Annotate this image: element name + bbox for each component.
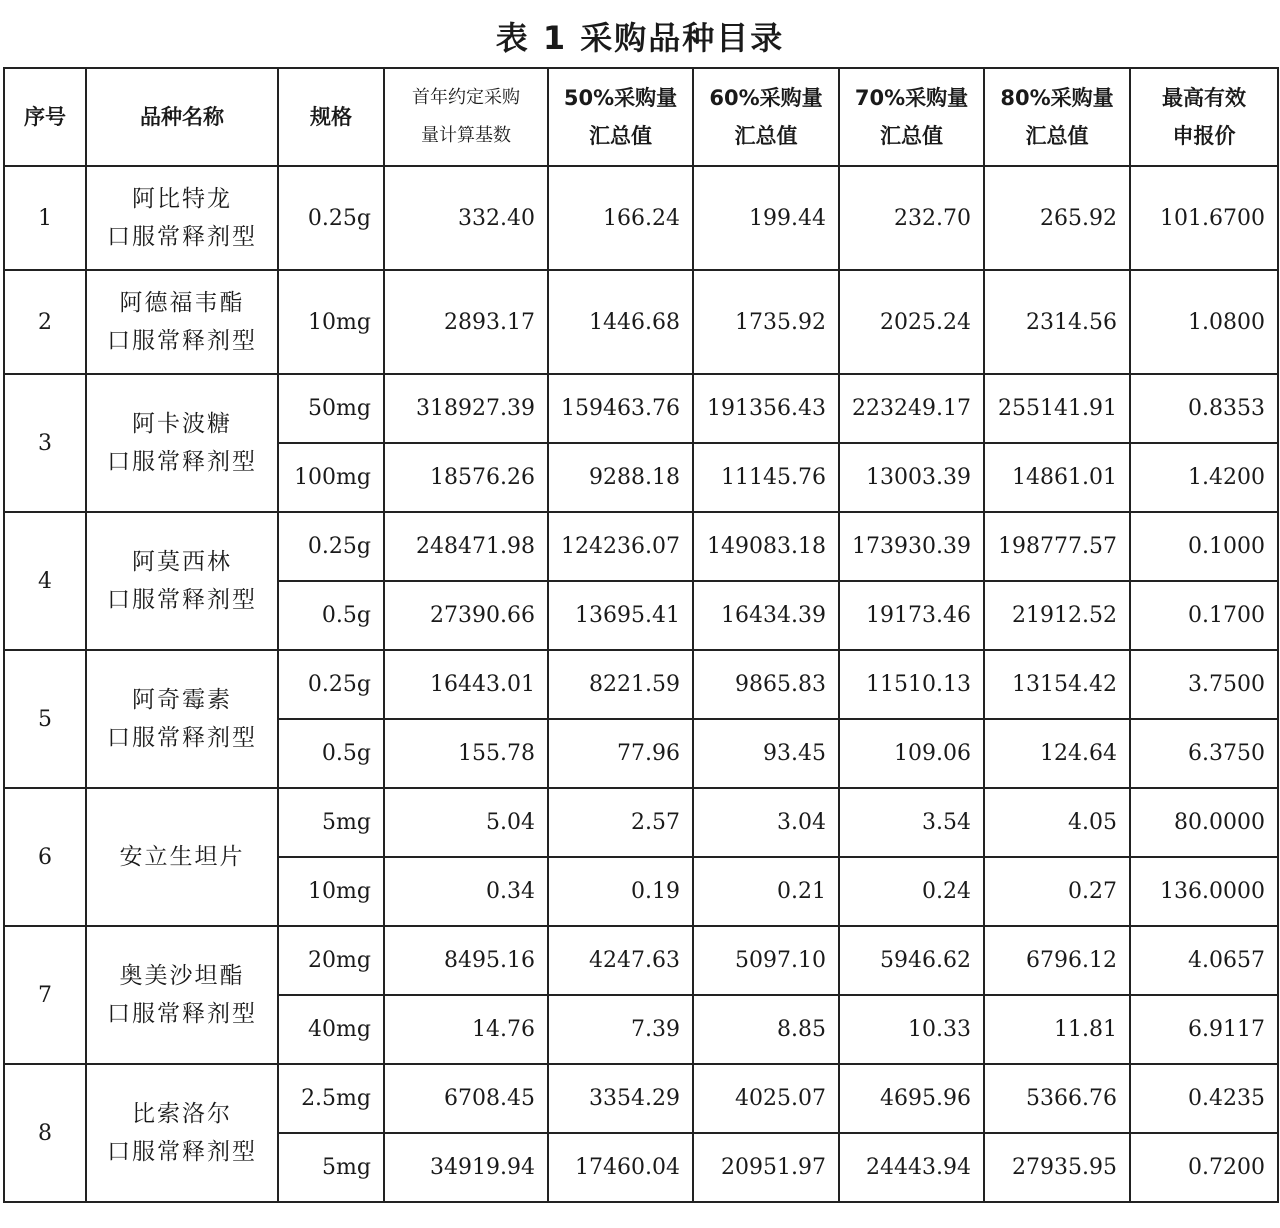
cell-p70: 19173.46 (839, 581, 984, 650)
cell-p60: 4025.07 (693, 1064, 839, 1133)
cell-p80: 2314.56 (984, 270, 1130, 374)
cell-seq: 3 (4, 374, 86, 512)
drug-name: 安立生坦片 (119, 844, 245, 870)
cell-base: 248471.98 (384, 512, 548, 581)
header-base-line1: 首年约定采购 (412, 87, 520, 108)
dosage-form: 口服常释剂型 (107, 725, 257, 751)
cell-p60: 11145.76 (693, 443, 839, 512)
cell-price: 1.0800 (1130, 270, 1278, 374)
cell-base: 332.40 (384, 166, 548, 270)
cell-spec: 0.5g (278, 719, 384, 788)
cell-seq: 1 (4, 166, 86, 270)
drug-name: 阿比特龙 (132, 186, 232, 212)
cell-price: 0.1700 (1130, 581, 1278, 650)
cell-p70: 0.24 (839, 857, 984, 926)
table-row (4, 374, 1278, 443)
header-row (4, 68, 1278, 166)
dosage-form: 口服常释剂型 (107, 328, 257, 354)
cell-p60: 3.04 (693, 788, 839, 857)
header-p60-line2: 汇总值 (734, 124, 798, 148)
cell-p70: 109.06 (839, 719, 984, 788)
procurement-table (3, 67, 1279, 1203)
cell-base: 27390.66 (384, 581, 548, 650)
cell-p60: 93.45 (693, 719, 839, 788)
cell-price: 0.1000 (1130, 512, 1278, 581)
cell-price: 0.7200 (1130, 1133, 1278, 1202)
cell-price: 101.6700 (1130, 166, 1278, 270)
cell-base: 6708.45 (384, 1064, 548, 1133)
cell-name (86, 788, 278, 926)
cell-base: 14.76 (384, 995, 548, 1064)
cell-name (86, 512, 278, 650)
drug-name: 比索洛尔 (132, 1101, 232, 1127)
cell-p70: 3.54 (839, 788, 984, 857)
header-p80 (984, 68, 1130, 166)
cell-p70: 223249.17 (839, 374, 984, 443)
cell-p60: 1735.92 (693, 270, 839, 374)
cell-p50: 7.39 (548, 995, 693, 1064)
cell-base: 8495.16 (384, 926, 548, 995)
cell-name (86, 1064, 278, 1202)
cell-seq: 4 (4, 512, 86, 650)
cell-spec: 10mg (278, 857, 384, 926)
cell-p70: 10.33 (839, 995, 984, 1064)
cell-p60: 20951.97 (693, 1133, 839, 1202)
cell-base: 2893.17 (384, 270, 548, 374)
cell-price: 0.4235 (1130, 1064, 1278, 1133)
cell-spec: 40mg (278, 995, 384, 1064)
table-row (4, 270, 1278, 374)
cell-p70: 173930.39 (839, 512, 984, 581)
cell-p50: 159463.76 (548, 374, 693, 443)
cell-p80: 13154.42 (984, 650, 1130, 719)
header-p80-line2: 汇总值 (1025, 124, 1089, 148)
cell-p80: 6796.12 (984, 926, 1130, 995)
cell-spec: 0.25g (278, 512, 384, 581)
header-p70-line2: 汇总值 (880, 124, 943, 148)
header-seq: 序号 (4, 68, 86, 166)
cell-p50: 1446.68 (548, 270, 693, 374)
cell-base: 16443.01 (384, 650, 548, 719)
cell-p50: 124236.07 (548, 512, 693, 581)
table-row (4, 166, 1278, 270)
cell-spec: 5mg (278, 788, 384, 857)
cell-seq: 8 (4, 1064, 86, 1202)
cell-p80: 27935.95 (984, 1133, 1130, 1202)
dosage-form: 口服常释剂型 (107, 587, 257, 613)
header-p60 (693, 68, 839, 166)
cell-price: 6.9117 (1130, 995, 1278, 1064)
cell-p70: 24443.94 (839, 1133, 984, 1202)
cell-p80: 14861.01 (984, 443, 1130, 512)
cell-price: 6.3750 (1130, 719, 1278, 788)
table-row (4, 788, 1278, 857)
header-spec: 规格 (278, 68, 384, 166)
drug-name: 阿奇霉素 (132, 687, 232, 713)
table-row (4, 512, 1278, 581)
cell-p60: 149083.18 (693, 512, 839, 581)
dosage-form: 口服常释剂型 (107, 449, 257, 475)
cell-base: 18576.26 (384, 443, 548, 512)
cell-price: 4.0657 (1130, 926, 1278, 995)
dosage-form: 口服常释剂型 (107, 224, 257, 250)
cell-seq: 2 (4, 270, 86, 374)
cell-base: 5.04 (384, 788, 548, 857)
cell-p70: 2025.24 (839, 270, 984, 374)
cell-p80: 0.27 (984, 857, 1130, 926)
cell-p70: 11510.13 (839, 650, 984, 719)
drug-name: 奥美沙坦酯 (119, 963, 245, 989)
header-price-line1: 最高有效 (1162, 86, 1246, 110)
cell-p50: 3354.29 (548, 1064, 693, 1133)
cell-p60: 5097.10 (693, 926, 839, 995)
cell-name (86, 270, 278, 374)
cell-p80: 11.81 (984, 995, 1130, 1064)
cell-price: 1.4200 (1130, 443, 1278, 512)
cell-spec: 5mg (278, 1133, 384, 1202)
cell-p80: 265.92 (984, 166, 1130, 270)
drug-name: 阿莫西林 (132, 549, 232, 575)
cell-p50: 77.96 (548, 719, 693, 788)
header-p80-line1: 80%采购量 (1000, 86, 1114, 110)
table-row (4, 1064, 1278, 1133)
header-p70-line1: 70%采购量 (854, 86, 969, 110)
cell-name (86, 166, 278, 270)
cell-p70: 13003.39 (839, 443, 984, 512)
cell-name (86, 374, 278, 512)
cell-spec: 2.5mg (278, 1064, 384, 1133)
cell-spec: 0.25g (278, 166, 384, 270)
cell-p60: 8.85 (693, 995, 839, 1064)
cell-p70: 232.70 (839, 166, 984, 270)
cell-p60: 199.44 (693, 166, 839, 270)
dosage-form: 口服常释剂型 (107, 1001, 257, 1027)
cell-base: 34919.94 (384, 1133, 548, 1202)
cell-spec: 20mg (278, 926, 384, 995)
header-p70 (839, 68, 984, 166)
cell-spec: 0.5g (278, 581, 384, 650)
header-base-line2: 量计算基数 (421, 125, 511, 146)
cell-spec: 0.25g (278, 650, 384, 719)
cell-p80: 124.64 (984, 719, 1130, 788)
table-row (4, 926, 1278, 995)
header-p50-line2: 汇总值 (589, 124, 652, 148)
cell-price: 3.7500 (1130, 650, 1278, 719)
cell-p80: 255141.91 (984, 374, 1130, 443)
drug-name: 阿德福韦酯 (119, 290, 245, 316)
header-p60-line1: 60%采购量 (709, 86, 823, 110)
table-body (4, 166, 1278, 1202)
header-p50-line1: 50%采购量 (563, 86, 678, 110)
cell-base: 318927.39 (384, 374, 548, 443)
cell-seq: 6 (4, 788, 86, 926)
cell-spec: 100mg (278, 443, 384, 512)
dosage-form: 口服常释剂型 (107, 1139, 257, 1165)
cell-seq: 7 (4, 926, 86, 1064)
header-price-line2: 申报价 (1172, 124, 1236, 148)
cell-p80: 5366.76 (984, 1064, 1130, 1133)
cell-seq: 5 (4, 650, 86, 788)
cell-spec: 50mg (278, 374, 384, 443)
cell-base: 0.34 (384, 857, 548, 926)
table-title: 表 1 采购品种目录 (495, 19, 785, 57)
cell-p50: 13695.41 (548, 581, 693, 650)
cell-p50: 166.24 (548, 166, 693, 270)
drug-name: 阿卡波糖 (132, 411, 232, 437)
cell-p70: 4695.96 (839, 1064, 984, 1133)
cell-price: 136.0000 (1130, 857, 1278, 926)
cell-p80: 21912.52 (984, 581, 1130, 650)
header-name: 品种名称 (86, 68, 278, 166)
cell-p60: 9865.83 (693, 650, 839, 719)
cell-p50: 0.19 (548, 857, 693, 926)
cell-price: 80.0000 (1130, 788, 1278, 857)
cell-p50: 2.57 (548, 788, 693, 857)
cell-p70: 5946.62 (839, 926, 984, 995)
table-row (4, 650, 1278, 719)
cell-p50: 8221.59 (548, 650, 693, 719)
cell-spec: 10mg (278, 270, 384, 374)
cell-price: 0.8353 (1130, 374, 1278, 443)
cell-p60: 0.21 (693, 857, 839, 926)
cell-p50: 4247.63 (548, 926, 693, 995)
cell-name (86, 650, 278, 788)
cell-p50: 9288.18 (548, 443, 693, 512)
cell-p80: 4.05 (984, 788, 1130, 857)
header-price (1130, 68, 1278, 166)
cell-p60: 16434.39 (693, 581, 839, 650)
header-base (384, 68, 548, 166)
header-p50 (548, 68, 693, 166)
cell-name (86, 926, 278, 1064)
cell-p50: 17460.04 (548, 1133, 693, 1202)
cell-p60: 191356.43 (693, 374, 839, 443)
cell-p80: 198777.57 (984, 512, 1130, 581)
cell-base: 155.78 (384, 719, 548, 788)
